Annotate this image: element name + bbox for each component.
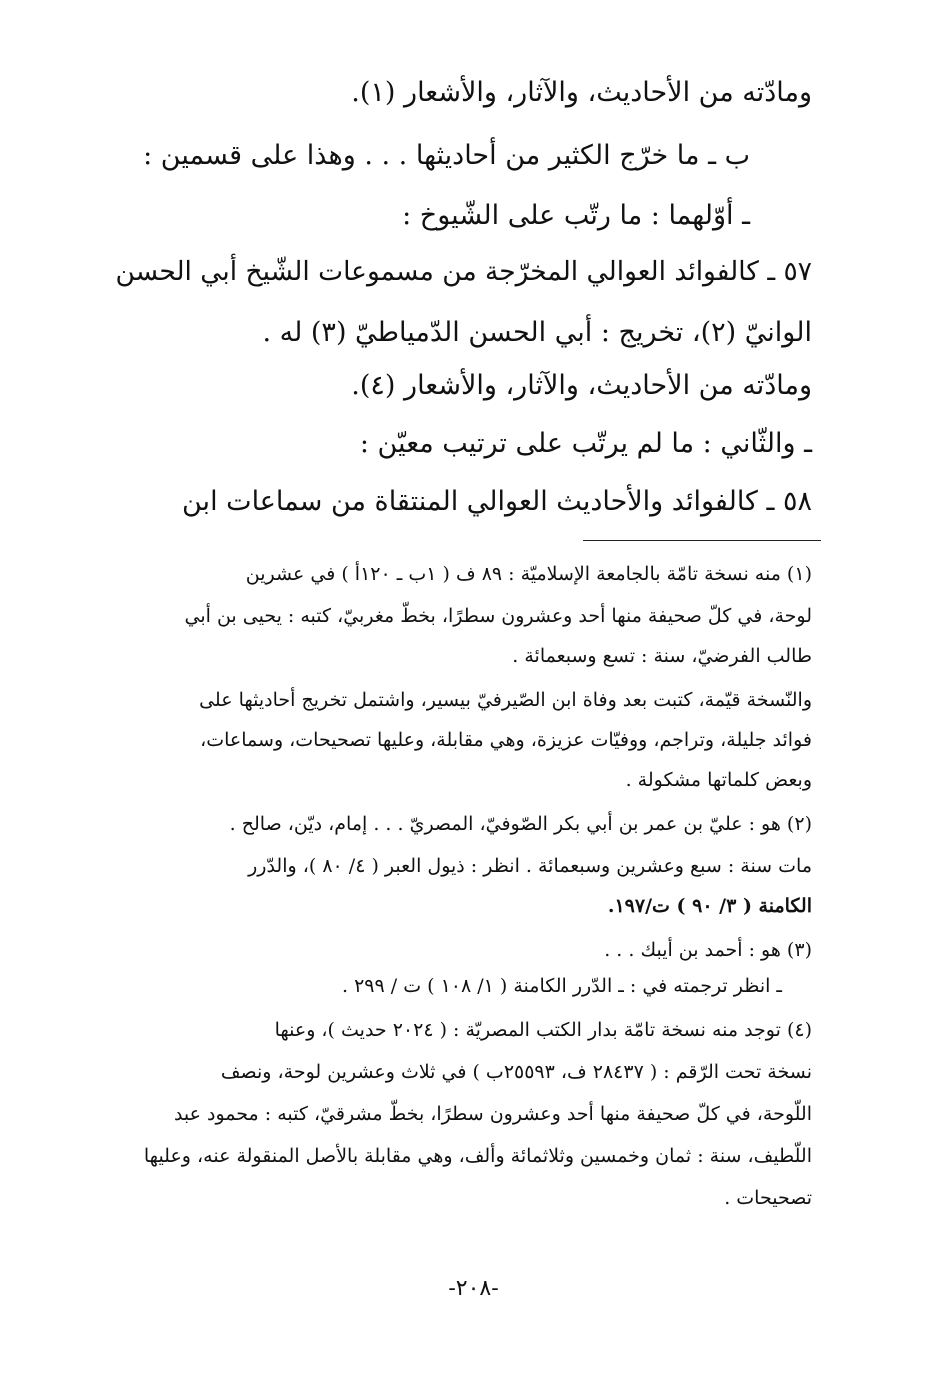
footnote-4-line-4: اللّطيف، سنة : ثمان وخمسين وثلاثمائة وألف، وهي مقابلة بالأصل المنقولة عنه، وعليها (143, 1145, 812, 1167)
page-number: -٢٠٨- (448, 1276, 499, 1301)
footnote-3-line-2: ـ انظر ترجمته في : ـ الدّرر الكامنة ( ١/ ١٠٨ ) ت / ٢٩٩ . (342, 975, 782, 997)
footnote-4-line-3: اللّوحة، في كلّ صحيفة منها أحد وعشرون سطرًا، بخطّ مشرقيّ، كتبه : محمود عبد (173, 1103, 812, 1125)
main-line-8-entry-58: ٥٨ ـ كالفوائد والأحاديث العوالي المنتقاة من سماعات ابن (182, 486, 812, 517)
footnote-4-line-5: تصحيحات . (724, 1187, 812, 1209)
footnote-1-line-4: والنّسخة قيّمة، كتبت بعد وفاة ابن الصّيرفيّ بيسير، واشتمل تخريج أحاديثها على (199, 689, 812, 711)
footnote-1-line-2: لوحة، في كلّ صحيفة منها أحد وعشرون سطرًا، بخطّ مغربيّ، كتبه : يحيى بن أبي (184, 605, 812, 627)
footnote-1-line-6: وبعض كلماتها مشكولة . (625, 769, 812, 791)
main-line-3: ـ أوّلهما : ما رتّب على الشّيوخ : (402, 200, 750, 231)
main-line-5: الوانيّ (٢)، تخريج : أبي الحسن الدّمياطيّ (٣) له . (262, 317, 812, 348)
footnote-2-line-1: (٢) هو : عليّ بن عمر بن أبي بكر الصّوفيّ، المصريّ . . . إمام، ديّن، صالح . (229, 813, 812, 835)
main-line-6: ومادّته من الأحاديث، والآثار، والأشعار (٤). (351, 370, 812, 401)
footnote-4-line-2: نسخة تحت الرّقم : ( ٢٨٤٣٧ ف، ٢٥٥٩٣ب ) في ثلاث وعشرين لوحة، ونصف (220, 1061, 812, 1083)
footnote-2-line-3: الكامنة ( ٣/ ٩٠ ) ت/١٩٧. (607, 895, 812, 917)
main-line-4-entry-57: ٥٧ ـ كالفوائد العوالي المخرّجة من مسموعات الشّيخ أبي الحسن (115, 256, 812, 287)
footnote-1-line-1: (١) منه نسخة تامّة بالجامعة الإسلاميّة : ٨٩ ف ( ١ب ـ ١٢٠أ ) في عشرين (245, 563, 812, 585)
footnote-1-line-5: فوائد جليلة، وتراجم، ووفيّات عزيزة، وهي مقابلة، وعليها تصحيحات، وسماعات، (200, 729, 812, 751)
main-line-7: ـ والثّاني : ما لم يرتّب على ترتيب معيّن : (359, 428, 812, 459)
footnote-2-line-2: مات سنة : سبع وعشرين وسبعمائة . انظر : ذيول العبر ( ٤/ ٨٠ )، والدّرر (248, 855, 812, 877)
main-line-1: ومادّته من الأحاديث، والآثار، والأشعار (١). (351, 77, 812, 108)
main-line-2: ب ـ ما خرّج الكثير من أحاديثها . . . وهذا على قسمين : (143, 140, 750, 171)
footnote-separator (583, 540, 821, 541)
footnote-3-line-1: (٣) هو : أحمد بن أيبك . . . (604, 939, 812, 961)
footnote-4-line-1: (٤) توجد منه نسخة تامّة بدار الكتب المصريّة : ( ٢٠٢٤ حديث )، وعنها (274, 1019, 812, 1041)
footnote-1-line-3: طالب الفرضيّ، سنة : تسع وسبعمائة . (512, 645, 812, 667)
